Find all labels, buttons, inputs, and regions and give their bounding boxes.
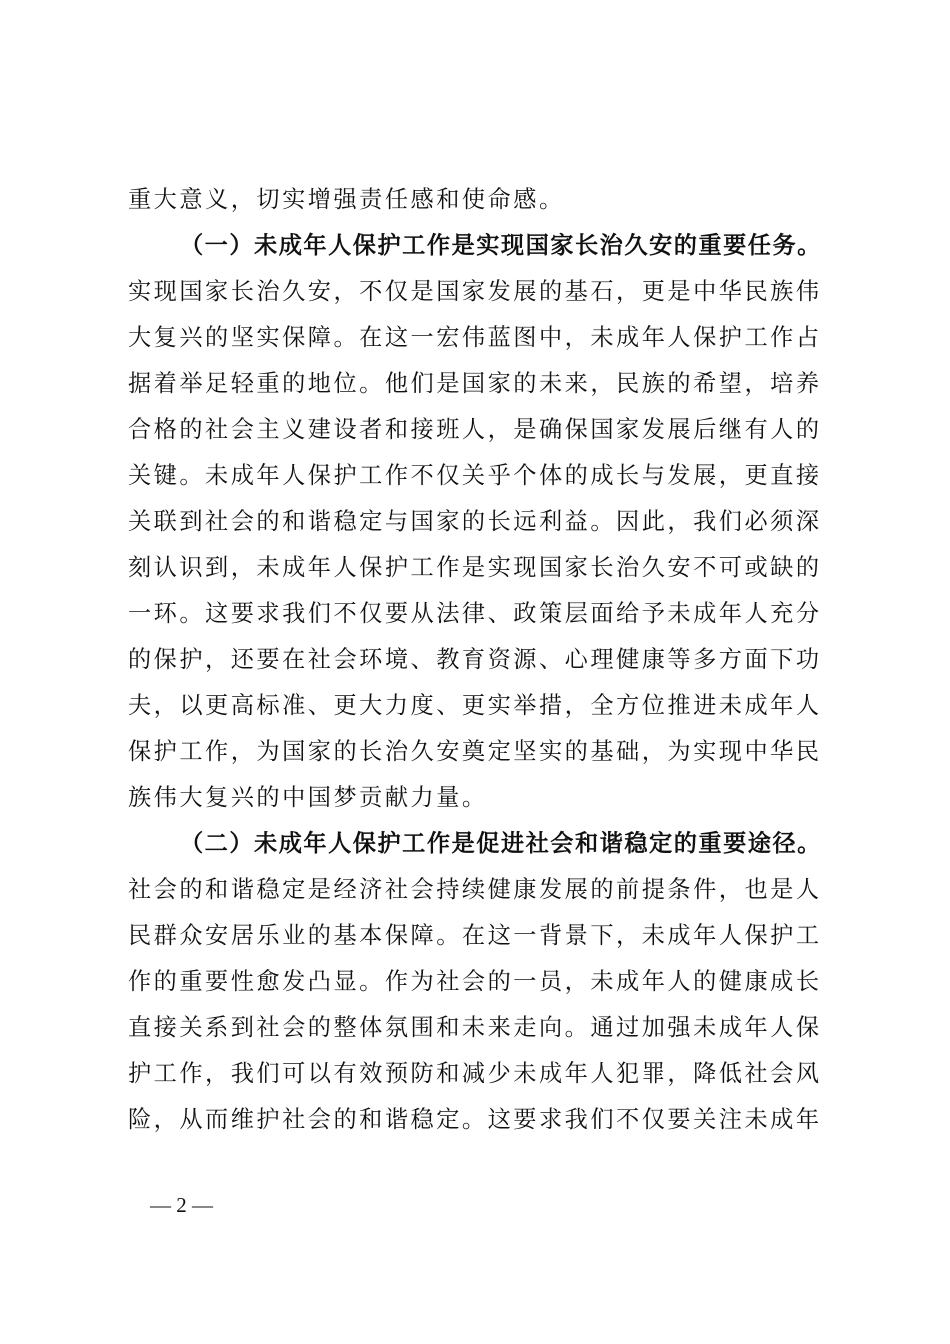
body-line: 的保护，还要在社会环境、教育资源、心理健康等多方面下功 xyxy=(128,646,822,673)
body-line: 险，从而维护社会的和谐稳定。这要求我们不仅要关注未成年 xyxy=(128,1106,822,1133)
section-heading-2: （二）未成年人保护工作是促进社会和谐稳定的重要途径。 xyxy=(180,830,822,857)
body-line: 护工作，我们可以有效预防和减少未成年人犯罪，降低社会风 xyxy=(128,1060,822,1087)
body-line: 合格的社会主义建设者和接班人，是确保国家发展后继有人的 xyxy=(128,416,822,443)
body-line: 据着举足轻重的地位。他们是国家的未来，民族的希望，培养 xyxy=(128,370,822,397)
body-line: 关联到社会的和谐稳定与国家的长远利益。因此，我们必须深 xyxy=(128,508,822,535)
body-line: 夫，以更高标准、更大力度、更实举措，全方位推进未成年人 xyxy=(128,692,822,719)
body-line: 保护工作，为国家的长治久安奠定坚实的基础，为实现中华民 xyxy=(128,738,822,765)
body-line: 族伟大复兴的中国梦贡献力量。 xyxy=(128,784,488,811)
body-line: 实现国家长治久安，不仅是国家发展的基石，更是中华民族伟 xyxy=(128,278,822,305)
body-line: 刻认识到，未成年人保护工作是实现国家长治久安不可或缺的 xyxy=(128,554,822,581)
body-line: 作的重要性愈发凸显。作为社会的一员，未成年人的健康成长 xyxy=(128,968,822,995)
body-line: 大复兴的坚实保障。在这一宏伟蓝图中，未成年人保护工作占 xyxy=(128,324,822,351)
body-line: 社会的和谐稳定是经济社会持续健康发展的前提条件，也是人 xyxy=(128,876,822,903)
section-heading-1: （一）未成年人保护工作是实现国家长治久安的重要任务。 xyxy=(180,232,822,259)
page-number: — 2 — xyxy=(150,1193,213,1217)
body-line: 一环。这要求我们不仅要从法律、政策层面给予未成年人充分 xyxy=(128,600,822,627)
body-line: 民群众安居乐业的基本保障。在这一背景下，未成年人保护工 xyxy=(128,922,822,949)
body-line: 关键。未成年人保护工作不仅关乎个体的成长与发展，更直接 xyxy=(128,462,822,489)
body-line: 重大意义，切实增强责任感和使命感。 xyxy=(128,186,565,213)
body-line: 直接关系到社会的整体氛围和未来走向。通过加强未成年人保 xyxy=(128,1014,822,1041)
